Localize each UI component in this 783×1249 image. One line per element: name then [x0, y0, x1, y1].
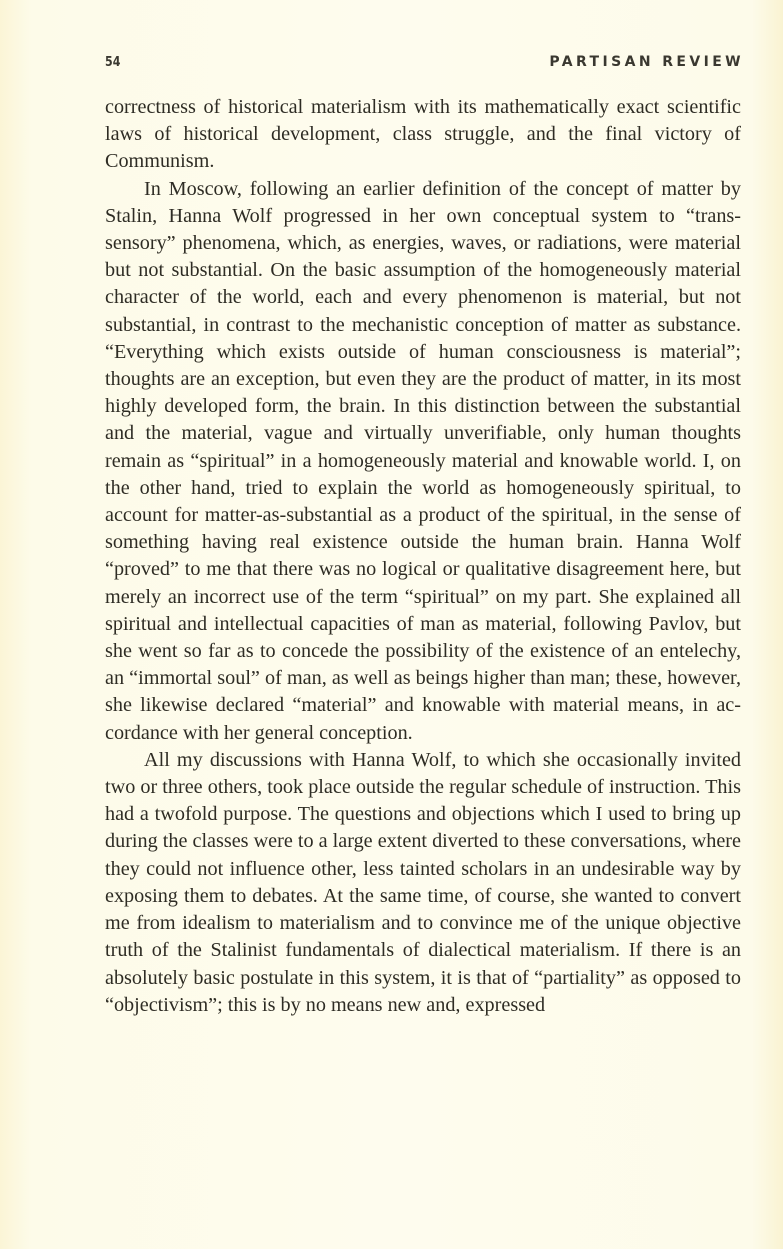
journal-title: PARTISAN REVIEW — [549, 54, 744, 70]
body-text — [105, 94, 741, 1019]
paragraph-3: All my discussions with Hanna Wolf, to which she occasionally invited two or three others, took place outside the regular schedule of instruction. This had a twofold purpose. The questions and objections which I used to bring up during the classes were to a large extent diverted to these conversations, where they could not influence other, less tainted scholars in an undesirable way by exposing them to debates. At the same time, of course, she wanted to convert me from idealism to materialism and to convince me of the unique objective truth of the Stalinist fundamentals of dialectical materialism. If there is an absolutely basic postulate in this system, it is that of “partiality” as opposed to “objectivism”; this is by no means new and, expressed — [105, 748, 741, 1016]
paragraph-1: correctness of historical materialism with its mathematically exact scientific laws of historical development, class struggle, and the final victory of Communism. — [105, 96, 741, 173]
running-head — [105, 50, 744, 80]
page-number: 54 — [105, 55, 121, 70]
book-page — [105, 50, 744, 1019]
paragraph-2: In Moscow, following an earlier definition of the concept of matter by Stalin, Hanna Wolf progressed in her own conceptual system to “trans-sensory” phenomena, which, as energies, waves, or radiations, were material but not substantial. On the basic assumption of the homogeneously material character of the world, each and every phenomenon is material, but not substantial, in contrast to the mechanistic conception of matter as substance. “Everything which exists outside of human consciousness is material”; thoughts are an exception, but even they are the product of matter, in its most highly developed form, the brain. In this distinction between the substantial and the material, vague and virtually unverifiable, only human thoughts remain as “spiritual” in a homogeneously material and knowable world. I, on the other hand, tried to explain the world as homogeneously spiritual, to account for matter-as-substantial as a product of the spiritual, in the sense of something having real existence outside the human brain. Hanna Wolf “proved” to me that there was no logical or qualitative disagreement here, but merely an incorrect use of the term “spiritual” on my part. She explained all spiritual and intellectual capacities of man as material, following Pavlov, but she went so far as to concede the possibility of the existence of an entelechy, an “immortal soul” of man, as well as beings higher than man; these, however, she likewise declared “material” and knowable with material means, in accordance with her general conception. — [105, 177, 741, 744]
